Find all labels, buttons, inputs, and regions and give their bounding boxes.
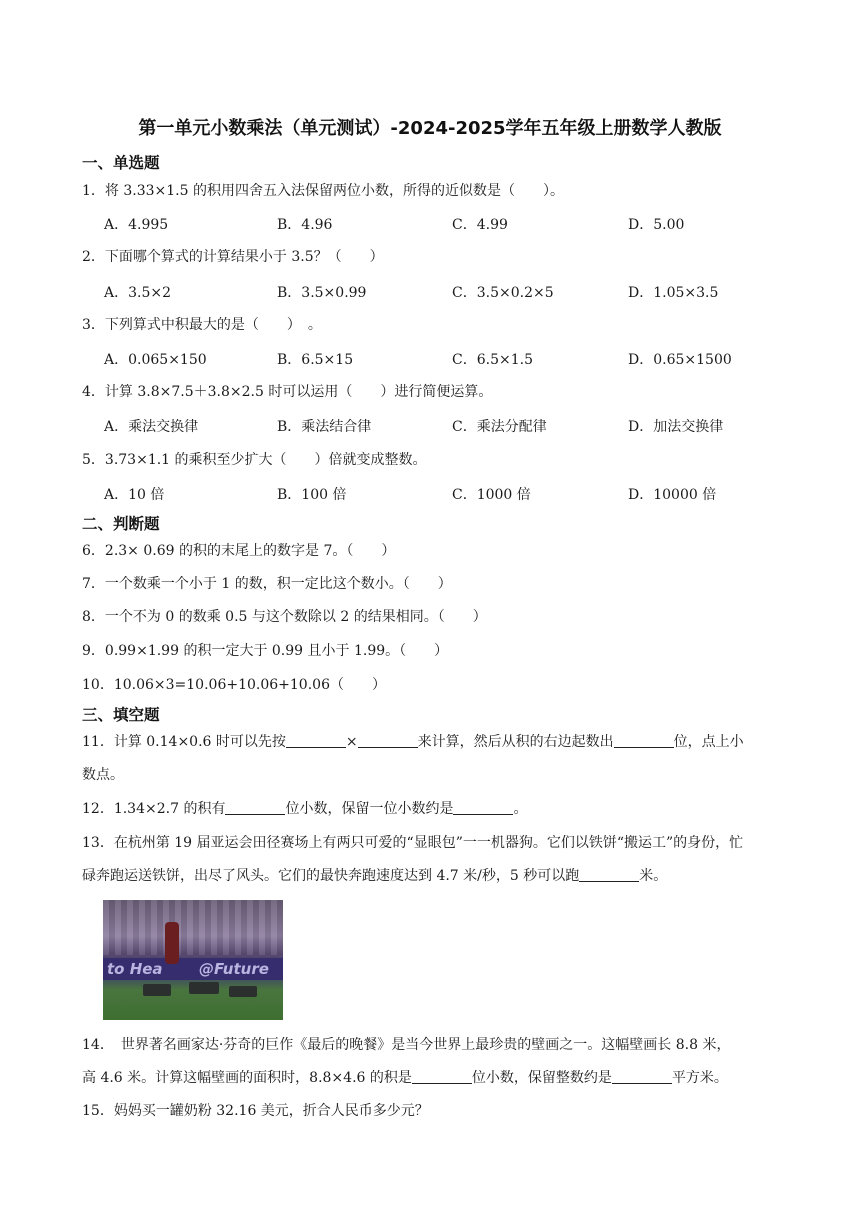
robot-dog [229, 986, 257, 997]
question-13 [82, 833, 812, 853]
question-text: × [345, 734, 358, 750]
question-text: 碌奔跑运送铁饼，出尽了风头。它们的最快奔跑速度达到 4.7 米/秒，5 秒可以跑 [82, 868, 580, 884]
question-number: 5． [82, 452, 105, 468]
question-text: 3.73×1.1 的乘积至少扩大（ ）倍就变成整数。 [104, 452, 427, 468]
question-text: 位，点上小 [673, 734, 744, 750]
question-number: 2． [82, 249, 105, 265]
option-d: D．5.00 [628, 217, 685, 233]
question-number: 10． [82, 677, 114, 693]
question-number: 14． [82, 1037, 107, 1053]
question-5 [82, 450, 812, 470]
question-text: 下面哪个算式的计算结果小于 3.5？（ ） [104, 249, 384, 265]
answer-blank[interactable] [286, 733, 346, 748]
question-7 [82, 574, 812, 594]
question-text: 。 [513, 801, 528, 817]
question-3-options [104, 349, 824, 369]
option-c: C．乘法分配律 [452, 419, 547, 435]
question-2-options [104, 282, 824, 302]
option-a: A．0.065×150 [104, 352, 207, 368]
option-a: A．4.995 [104, 217, 169, 233]
question-number: 8． [82, 609, 105, 625]
robot-dog [143, 984, 171, 996]
option-a: A．10 倍 [104, 487, 165, 503]
option-c: C．4.99 [452, 217, 508, 233]
question-text: 1.34×2.7 的积有 [113, 801, 226, 817]
robot-dog [189, 982, 219, 994]
question-text: 在杭州第 19 届亚运会田径赛场上有两只可爱的“显眼包”一一机器狗。它们以铁饼“搬运工”的身份，忙 [113, 835, 744, 851]
option-c: C．6.5×1.5 [452, 352, 533, 368]
question-text: 世界著名画家达·芬奇的巨作《最后的晚餐》是当今世界上最珍贵的壁画之一。这幅壁画长 8.8 米， [106, 1037, 731, 1053]
question-8 [82, 607, 812, 627]
question-number: 6． [82, 543, 105, 559]
question-text: 妈妈买一罐奶粉 32.16 美元，折合人民币多少元？ [113, 1103, 429, 1119]
answer-blank[interactable] [579, 867, 639, 882]
question-12 [82, 799, 812, 819]
option-d: D．0.65×1500 [628, 352, 732, 368]
question-text: 位小数，保留整数约是 [471, 1070, 612, 1086]
section-true-false: 二、判断题 [82, 515, 160, 533]
question-number: 4． [82, 384, 105, 400]
option-b: B．4.96 [277, 217, 333, 233]
question-6 [82, 541, 812, 561]
question-number: 1． [82, 183, 105, 199]
option-a: A．3.5×2 [104, 285, 172, 301]
answer-blank[interactable] [225, 800, 285, 815]
page-title: 第一单元小数乘法（单元测试）-2024-2025学年五年级上册数学人教版 [138, 118, 722, 139]
question-14-continued [82, 1068, 812, 1088]
question-text: 数点。 [82, 767, 124, 783]
question-text: 一个不为 0 的数乘 0.5 与这个数除以 2 的结果相同。（ ） [104, 609, 487, 625]
option-d: D．1.05×3.5 [628, 285, 719, 301]
question-number: 15． [82, 1103, 114, 1119]
answer-blank[interactable] [412, 1069, 472, 1084]
question-text: 来计算，然后从积的右边起数出 [417, 734, 614, 750]
question-3 [82, 315, 812, 335]
section-single-choice: 一、单选题 [82, 154, 160, 172]
option-c: C．1000 倍 [452, 487, 531, 503]
option-d: D．加法交换律 [628, 419, 724, 435]
question-number: 9． [82, 643, 105, 659]
question-4 [82, 382, 812, 402]
robot-dog-photo [103, 900, 283, 1020]
question-text: 0.99×1.99 的积一定大于 0.99 且小于 1.99。（ ） [104, 643, 449, 659]
answer-blank[interactable] [612, 1069, 672, 1084]
option-b: B．乘法结合律 [277, 419, 372, 435]
option-b: B．100 倍 [277, 487, 347, 503]
option-d: D．10000 倍 [628, 487, 717, 503]
answer-blank[interactable] [614, 733, 674, 748]
question-number: 3． [82, 317, 105, 333]
section-fill-in: 三、填空题 [82, 706, 160, 724]
question-1 [82, 181, 812, 201]
option-a: A．乘法交换律 [104, 419, 199, 435]
answer-blank[interactable] [453, 800, 513, 815]
question-text: 2.3× 0.69 的积的末尾上的数字是 7。（ ） [104, 543, 396, 559]
question-text: 计算 3.8×7.5＋3.8×2.5 时可以运用（ ）进行简便运算。 [104, 384, 493, 400]
option-c: C．3.5×0.2×5 [452, 285, 554, 301]
option-b: B．6.5×15 [277, 352, 354, 368]
question-text: 平方米。 [671, 1070, 728, 1086]
question-number: 11． [82, 734, 114, 750]
question-1-options [104, 214, 824, 234]
question-text: 计算 0.14×0.6 时可以先按 [113, 734, 286, 750]
question-10 [82, 675, 812, 695]
question-14 [82, 1035, 812, 1055]
question-11-continued [82, 765, 812, 785]
question-text: 一个数乘一个小于 1 的数，积一定比这个数小。（ ） [104, 576, 452, 592]
question-number: 12． [82, 801, 114, 817]
question-4-options [104, 416, 824, 436]
question-11 [82, 732, 812, 752]
question-text: 下列算式中积最大的是（ ） 。 [104, 317, 322, 333]
option-b: B．3.5×0.99 [277, 285, 367, 301]
question-number: 13． [82, 835, 114, 851]
question-5-options [104, 484, 824, 504]
question-text: 将 3.33×1.5 的积用四舍五入法保留两位小数，所得的近似数是（ ）。 [104, 183, 564, 199]
question-number: 7． [82, 576, 105, 592]
question-text: 位小数，保留一位小数约是 [285, 801, 454, 817]
question-13-continued [82, 866, 812, 886]
answer-blank[interactable] [358, 733, 418, 748]
question-15 [82, 1101, 812, 1121]
stadium-banner: to Hea @Future [103, 958, 283, 980]
question-text: 高 4.6 米。计算这幅壁画的面积时，8.8×4.6 的积是 [82, 1070, 412, 1086]
question-text: 10.06×3=10.06+10.06+10.06（ ） [113, 677, 386, 693]
question-2 [82, 247, 812, 267]
question-text: 米。 [639, 868, 668, 884]
athlete-figure [165, 922, 179, 964]
question-9 [82, 641, 812, 661]
